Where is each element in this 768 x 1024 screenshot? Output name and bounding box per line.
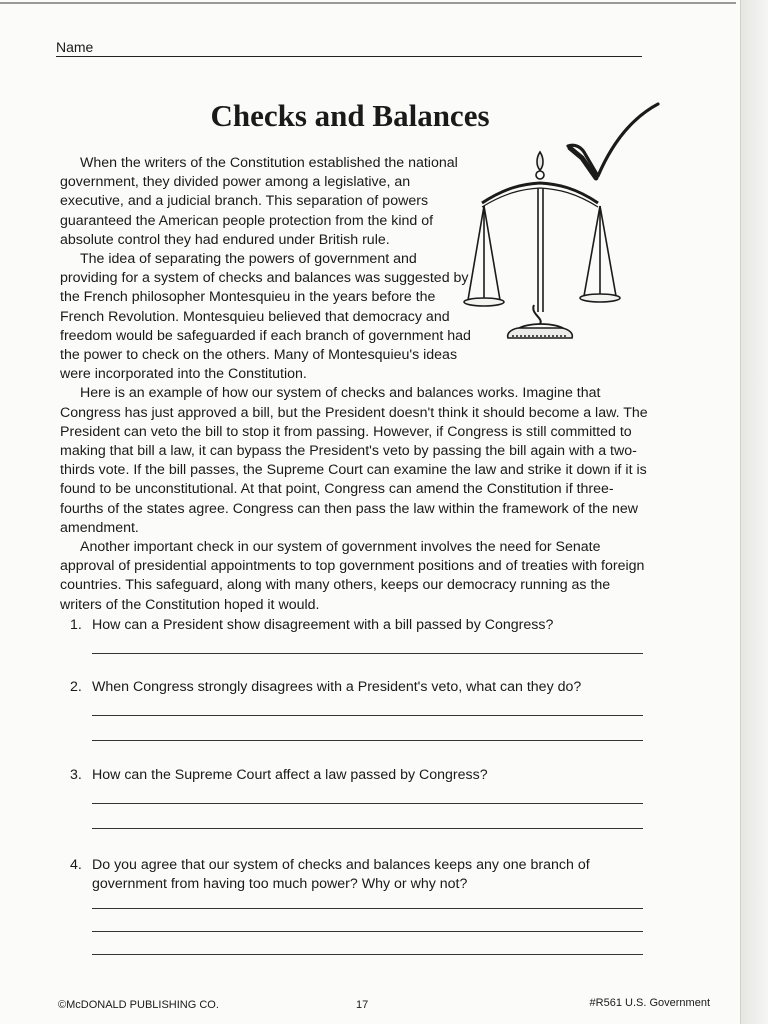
page-edge <box>740 0 768 1024</box>
paragraph: Here is an example of how our system of checks and balances works. Imagine that Congress has just approved a bill, but the President doesn't think it should become a law. The President can veto the bill to stop it from passing. However, if Congress is still committed to making that bill a law, it can bypass the President's veto by passing the bill again with a two-thirds vote. If the bill passes, the Supreme Court can examine the law and strike it down if it is found to be unconstitutional. At that point, Congress can amend the Constitution if three-fourths of the states agree. Congress can then pass the law within the framework of the new amendment. <box>60 385 648 536</box>
publisher: ©McDONALD PUBLISHING CO. <box>58 999 219 1011</box>
question-1 <box>68 616 643 635</box>
paragraph: When the writers of the Constitution established the national government, they divided power among a legislative, an executive, and a judicial branch. This separation of powers guaranteed the American people protection from the kind of absolute control they had endured under British rule. <box>60 155 458 248</box>
name-label: Name <box>56 39 94 55</box>
question-2 <box>68 678 643 697</box>
questions-section <box>68 616 643 955</box>
article-body <box>60 154 650 615</box>
paragraph: The idea of separating the powers of government and providing for a system of checks and balances was suggested by the French philosopher Montesquieu in the years before the French Revolution. Montesquieu believed that democracy and freedom would be safeguarded if each branch of government had the power to check on the others. Many of Montesquieu's ideas were incorporated into the Constitution. <box>60 251 471 383</box>
name-field[interactable] <box>56 38 642 58</box>
series-label: #R561 U.S. Government <box>589 997 710 1009</box>
question-number: 3. <box>70 767 82 783</box>
answer-line[interactable] <box>92 954 643 955</box>
paragraph: Another important check in our system of government involves the need for Senate approval of presidential appointments to top government positions and of treaties with foreign countries. This safeguard, along with many others, keeps our democracy running as the writers of the Constitution hoped it would. <box>60 539 645 613</box>
page-number: 17 <box>356 999 369 1011</box>
name-line[interactable] <box>56 56 642 57</box>
question-4 <box>68 856 643 894</box>
question-text: How can the Supreme Court affect a law passed by Congress? <box>92 767 488 783</box>
question-text: When Congress strongly disagrees with a President's veto, what can they do? <box>92 679 582 695</box>
question-text: How can a President show disagreement with a bill passed by Congress? <box>92 617 554 633</box>
question-number: 4. <box>70 857 82 873</box>
top-border <box>0 2 736 4</box>
question-text: Do you agree that our system of checks and balances keeps any one branch of government from having too much power? Why or why not? <box>92 857 590 892</box>
page-title: Checks and Balances <box>210 98 490 133</box>
question-3 <box>68 766 643 785</box>
illustration-space <box>474 154 650 362</box>
question-number: 1. <box>70 617 82 633</box>
question-number: 2. <box>70 679 82 695</box>
